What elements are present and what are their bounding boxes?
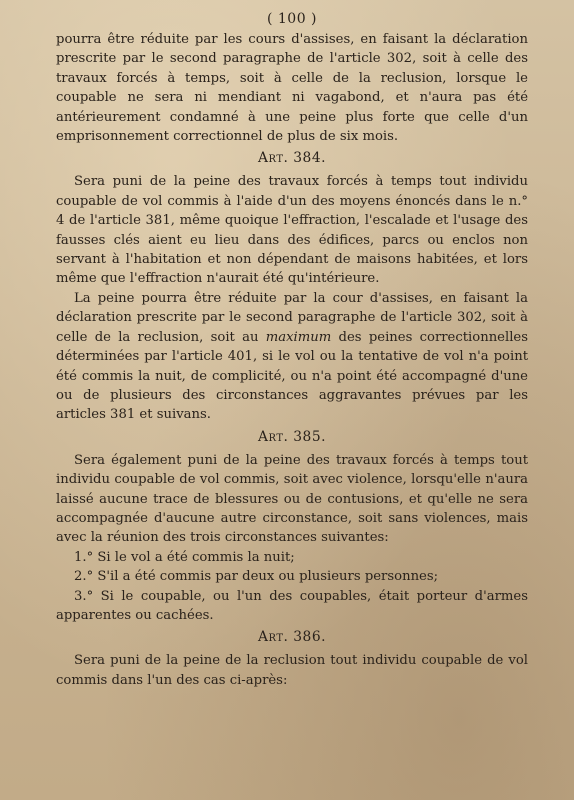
paragraph-text: La peine pourra être réduite par la cour d'assises, en faisant la déclaration prescrite par le second paragraphe de l'article 302, soit à celle de la reclusion, soit au <box>56 290 528 345</box>
paragraph <box>56 289 528 425</box>
page-number: ( 100 ) <box>266 11 318 27</box>
paragraph: Sera également puni de la peine des travaux forcés à temps tout individu coupable de vol commis, soit avec violence, lorsqu'elle n'aura laissé aucune trace de blessures ou de contusions, et qu'elle ne sera accompagnée d'aucune autre circonstance, soit sans violences, mais avec la réunion des trois circonstances suivantes: <box>56 452 528 546</box>
text-column <box>56 10 528 690</box>
list-item: 3.° Si le coupable, ou l'un des coupables, était porteur d'armes apparentes ou cachées. <box>56 588 528 623</box>
list-item: 2.° S'il a été commis par deux ou plusieurs personnes; <box>74 569 439 585</box>
article-heading: Art. 384. <box>258 150 326 167</box>
paragraph-text: des peines correctionnelles déterminées par l'article 401, si le vol ou la tentative de vol n'a point été commis la nuit, de complicité, ou n'a point été accompagné d'une ou de plusieurs des circonstances aggravantes prévues par les articles 381 et suivans. <box>56 329 528 423</box>
italic-word: maximum <box>265 329 332 345</box>
article-heading: Art. 386. <box>258 629 326 646</box>
list-item: 1.° Si le vol a été commis la nuit; <box>74 549 295 565</box>
paragraph: Sera puni de la peine de la reclusion tout individu coupable de vol commis dans l'un des cas ci-après: <box>56 653 528 688</box>
paragraph: Sera puni de la peine des travaux forcés à temps tout individu coupable de vol commis à l'aide d'un des moyens énoncés dans le n.° 4 de l'article 381, même quoique l'effraction, l'escalade et l'usage des fausses clés aient eu lieu dans des édifices, parcs ou enclos non servant à l'habitation et non dépendant de maisons habitées, et lors même que l'effraction n'aurait été qu'intérieure. <box>56 174 528 287</box>
article-heading: Art. 385. <box>258 428 326 445</box>
paragraph: pourra être réduite par les cours d'assises, en faisant la déclaration prescrite par le second paragraphe de l'article 302, soit à celle des travaux forcés à temps, soit à celle de la reclusion, lorsque le coupable ne sera ni mendiant ni vagabond, et n'aura pas été antérieurement condamné à une peine plus forte que celle d'un emprisonnement correctionnel de plus de six mois. <box>56 32 528 145</box>
